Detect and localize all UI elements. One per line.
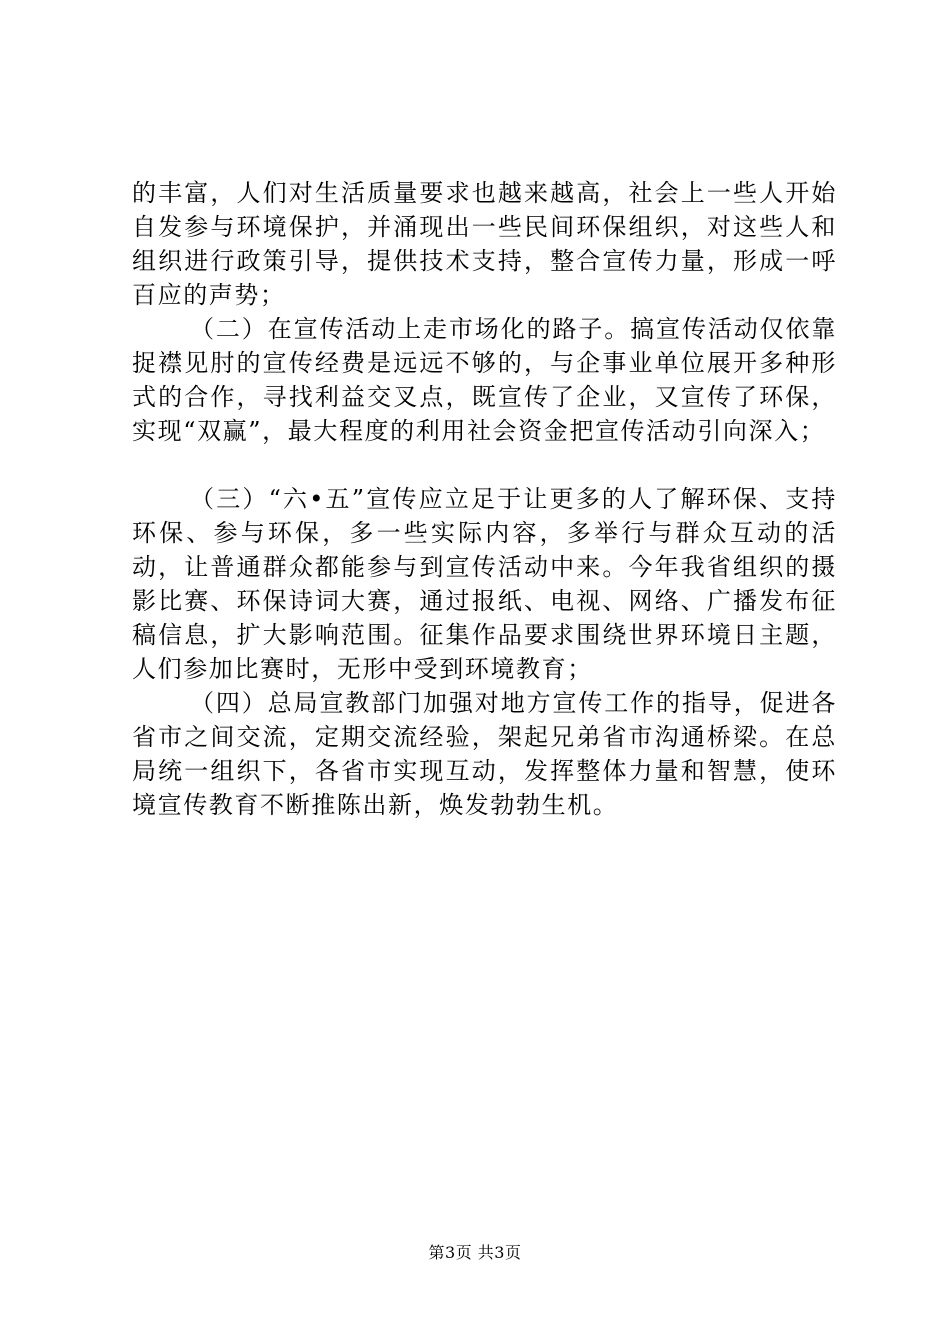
- paragraph-point-2: （二）在宣传活动上走市场化的路子。搞宣传活动仅依靠捉襟见肘的宣传经费是远远不够的，与企事业单位展开多种形式的合作，寻找利益交叉点，既宣传了企业，又宣传了环保，实现“双赢”，最大程度的利用社会资金把宣传活动引向深入；: [132, 315, 837, 445]
- paragraph-point-3: （三）“六•五”宣传应立足于让更多的人了解环保、支持环保、参与环保，多一些实际内容，多举行与群众互动的活动，让普通群众都能参与到宣传活动中来。今年我省组织的摄影比赛、环保诗词大赛，通过报纸、电视、网络、广播发布征稿信息，扩大影响范围。征集作品要求围绕世界环境日主题，人们参加比赛时，无形中受到环境教育；: [132, 485, 837, 683]
- page-number-footer: 第3页 共3页: [428, 1243, 522, 1262]
- document-body: [132, 176, 837, 822]
- paragraph-point-4: （四）总局宣教部门加强对地方宣传工作的指导，促进各省市之间交流，定期交流经验，架起兄弟省市沟通桥梁。在总局统一组织下，各省市实现互动，发挥整体力量和智慧，使环境宣传教育不断推陈出新，焕发勃勃生机。: [132, 689, 837, 819]
- paragraph-continuation: 的丰富，人们对生活质量要求也越来越高，社会上一些人开始自发参与环境保护，并涌现出一些民间环保组织，对这些人和组织进行政策引导，提供技术支持，整合宣传力量，形成一呼百应的声势；: [132, 179, 837, 309]
